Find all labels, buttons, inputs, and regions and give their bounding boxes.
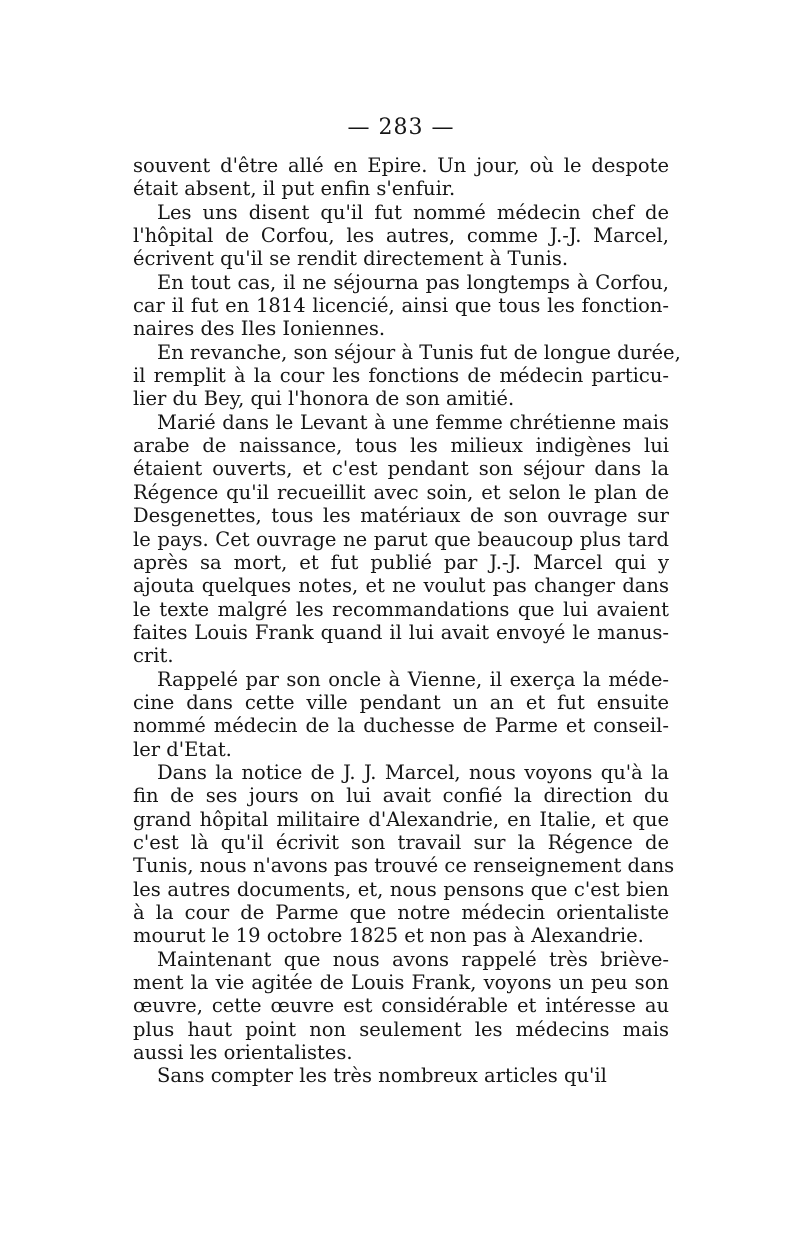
text-line: le pays. Cet ouvrage ne parut que beaucoup plus tard <box>133 527 669 551</box>
text-line: fin de ses jours on lui avait confié la direction du <box>133 784 669 808</box>
text-line: faites Louis Frank quand il lui avait envoyé le manus- <box>133 620 669 644</box>
paragraph <box>133 271 669 341</box>
text-line: Marié dans le Levant à une femme chrétienne mais <box>157 410 669 434</box>
text-line: Tunis, nous n'avons pas trouvé ce renseignement dans <box>133 854 675 878</box>
paragraph <box>133 201 669 271</box>
text-line: ment la vie agitée de Louis Frank, voyons un peu son <box>133 971 669 995</box>
text-line: Régence qu'il recueillit avec soin, et selon le plan de <box>133 480 669 504</box>
text-line: plus haut point non seulement les médecins mais <box>133 1017 669 1041</box>
text-line: grand hôpital militaire d'Alexandrie, en Italie, et que <box>133 807 669 831</box>
text-line: En tout cas, il ne séjourna pas longtemps à Corfou, <box>157 270 669 294</box>
text-line: cine dans cette ville pendant un an et fut ensuite <box>133 690 669 714</box>
text-line: crit. <box>133 644 174 668</box>
paragraph <box>133 1064 669 1087</box>
text-line: nommé médecin de la duchesse de Parme et conseil- <box>133 714 669 738</box>
text-line: les autres documents, et, nous pensons que c'est bien <box>133 877 669 901</box>
text-line: Desgenettes, tous les matériaux de son ouvrage sur <box>133 504 669 528</box>
text-line: En revanche, son séjour à Tunis fut de longue durée, <box>157 340 681 364</box>
text-line: œuvre, cette œuvre est considérable et intéresse au <box>133 994 669 1018</box>
paragraph <box>133 340 681 411</box>
text-line: il remplit à la cour les fonctions de médecin particu- <box>133 364 669 388</box>
text-line: étaient ouverts, et c'est pendant son séjour dans la <box>133 457 669 481</box>
text-line: ler d'Etat. <box>133 737 232 761</box>
paragraph <box>133 154 669 201</box>
text-line: après sa mort, et fut publié par J.-J. Marcel qui y <box>133 550 669 574</box>
paragraph <box>133 760 675 948</box>
paragraph <box>133 411 669 668</box>
book-page <box>133 108 681 1088</box>
body-text <box>133 154 681 1088</box>
text-line: souvent d'être allé en Epire. Un jour, où le despote <box>133 154 669 177</box>
text-line: Les uns disent qu'il fut nommé médecin chef de <box>157 200 669 224</box>
text-line: l'hôpital de Corfou, les autres, comme J.-J. Marcel, <box>133 224 669 248</box>
text-line: ajouta quelques notes, et ne voulut pas changer dans <box>133 574 669 598</box>
text-line: c'est là qu'il écrivit son travail sur la Régence de <box>133 830 669 854</box>
text-line: arabe de naissance, tous les milieux indigènes lui <box>133 434 669 458</box>
paragraph <box>133 668 669 761</box>
text-line: Dans la notice de J. J. Marcel, nous voyons qu'à la <box>157 760 669 784</box>
text-line: était absent, il put enfin s'enfuir. <box>133 177 456 201</box>
text-line: Rappelé par son oncle à Vienne, il exerça la méde- <box>157 667 669 691</box>
text-line: le texte malgré les recommandations que lui avaient <box>133 597 669 621</box>
text-line: aussi les orientalistes. <box>133 1041 353 1065</box>
text-line: car il fut en 1814 licencié, ainsi que tous les fonction- <box>133 294 669 318</box>
text-line: naires des Iles Ioniennes. <box>133 317 386 341</box>
text-line: lier du Bey, qui l'honora de son amitié. <box>133 387 515 411</box>
text-line: Maintenant que nous avons rappelé très briève- <box>157 947 669 971</box>
text-line: mourut le 19 octobre 1825 et non pas à Alexandrie. <box>133 924 644 948</box>
paragraph <box>133 948 669 1065</box>
text-line: Sans compter les très nombreux articles qu'il <box>157 1064 607 1088</box>
text-line: écrivent qu'il se rendit directement à Tunis. <box>133 247 569 271</box>
page-number: — 283 — <box>347 115 455 140</box>
text-line: à la cour de Parme que notre médecin orientaliste <box>133 901 669 924</box>
